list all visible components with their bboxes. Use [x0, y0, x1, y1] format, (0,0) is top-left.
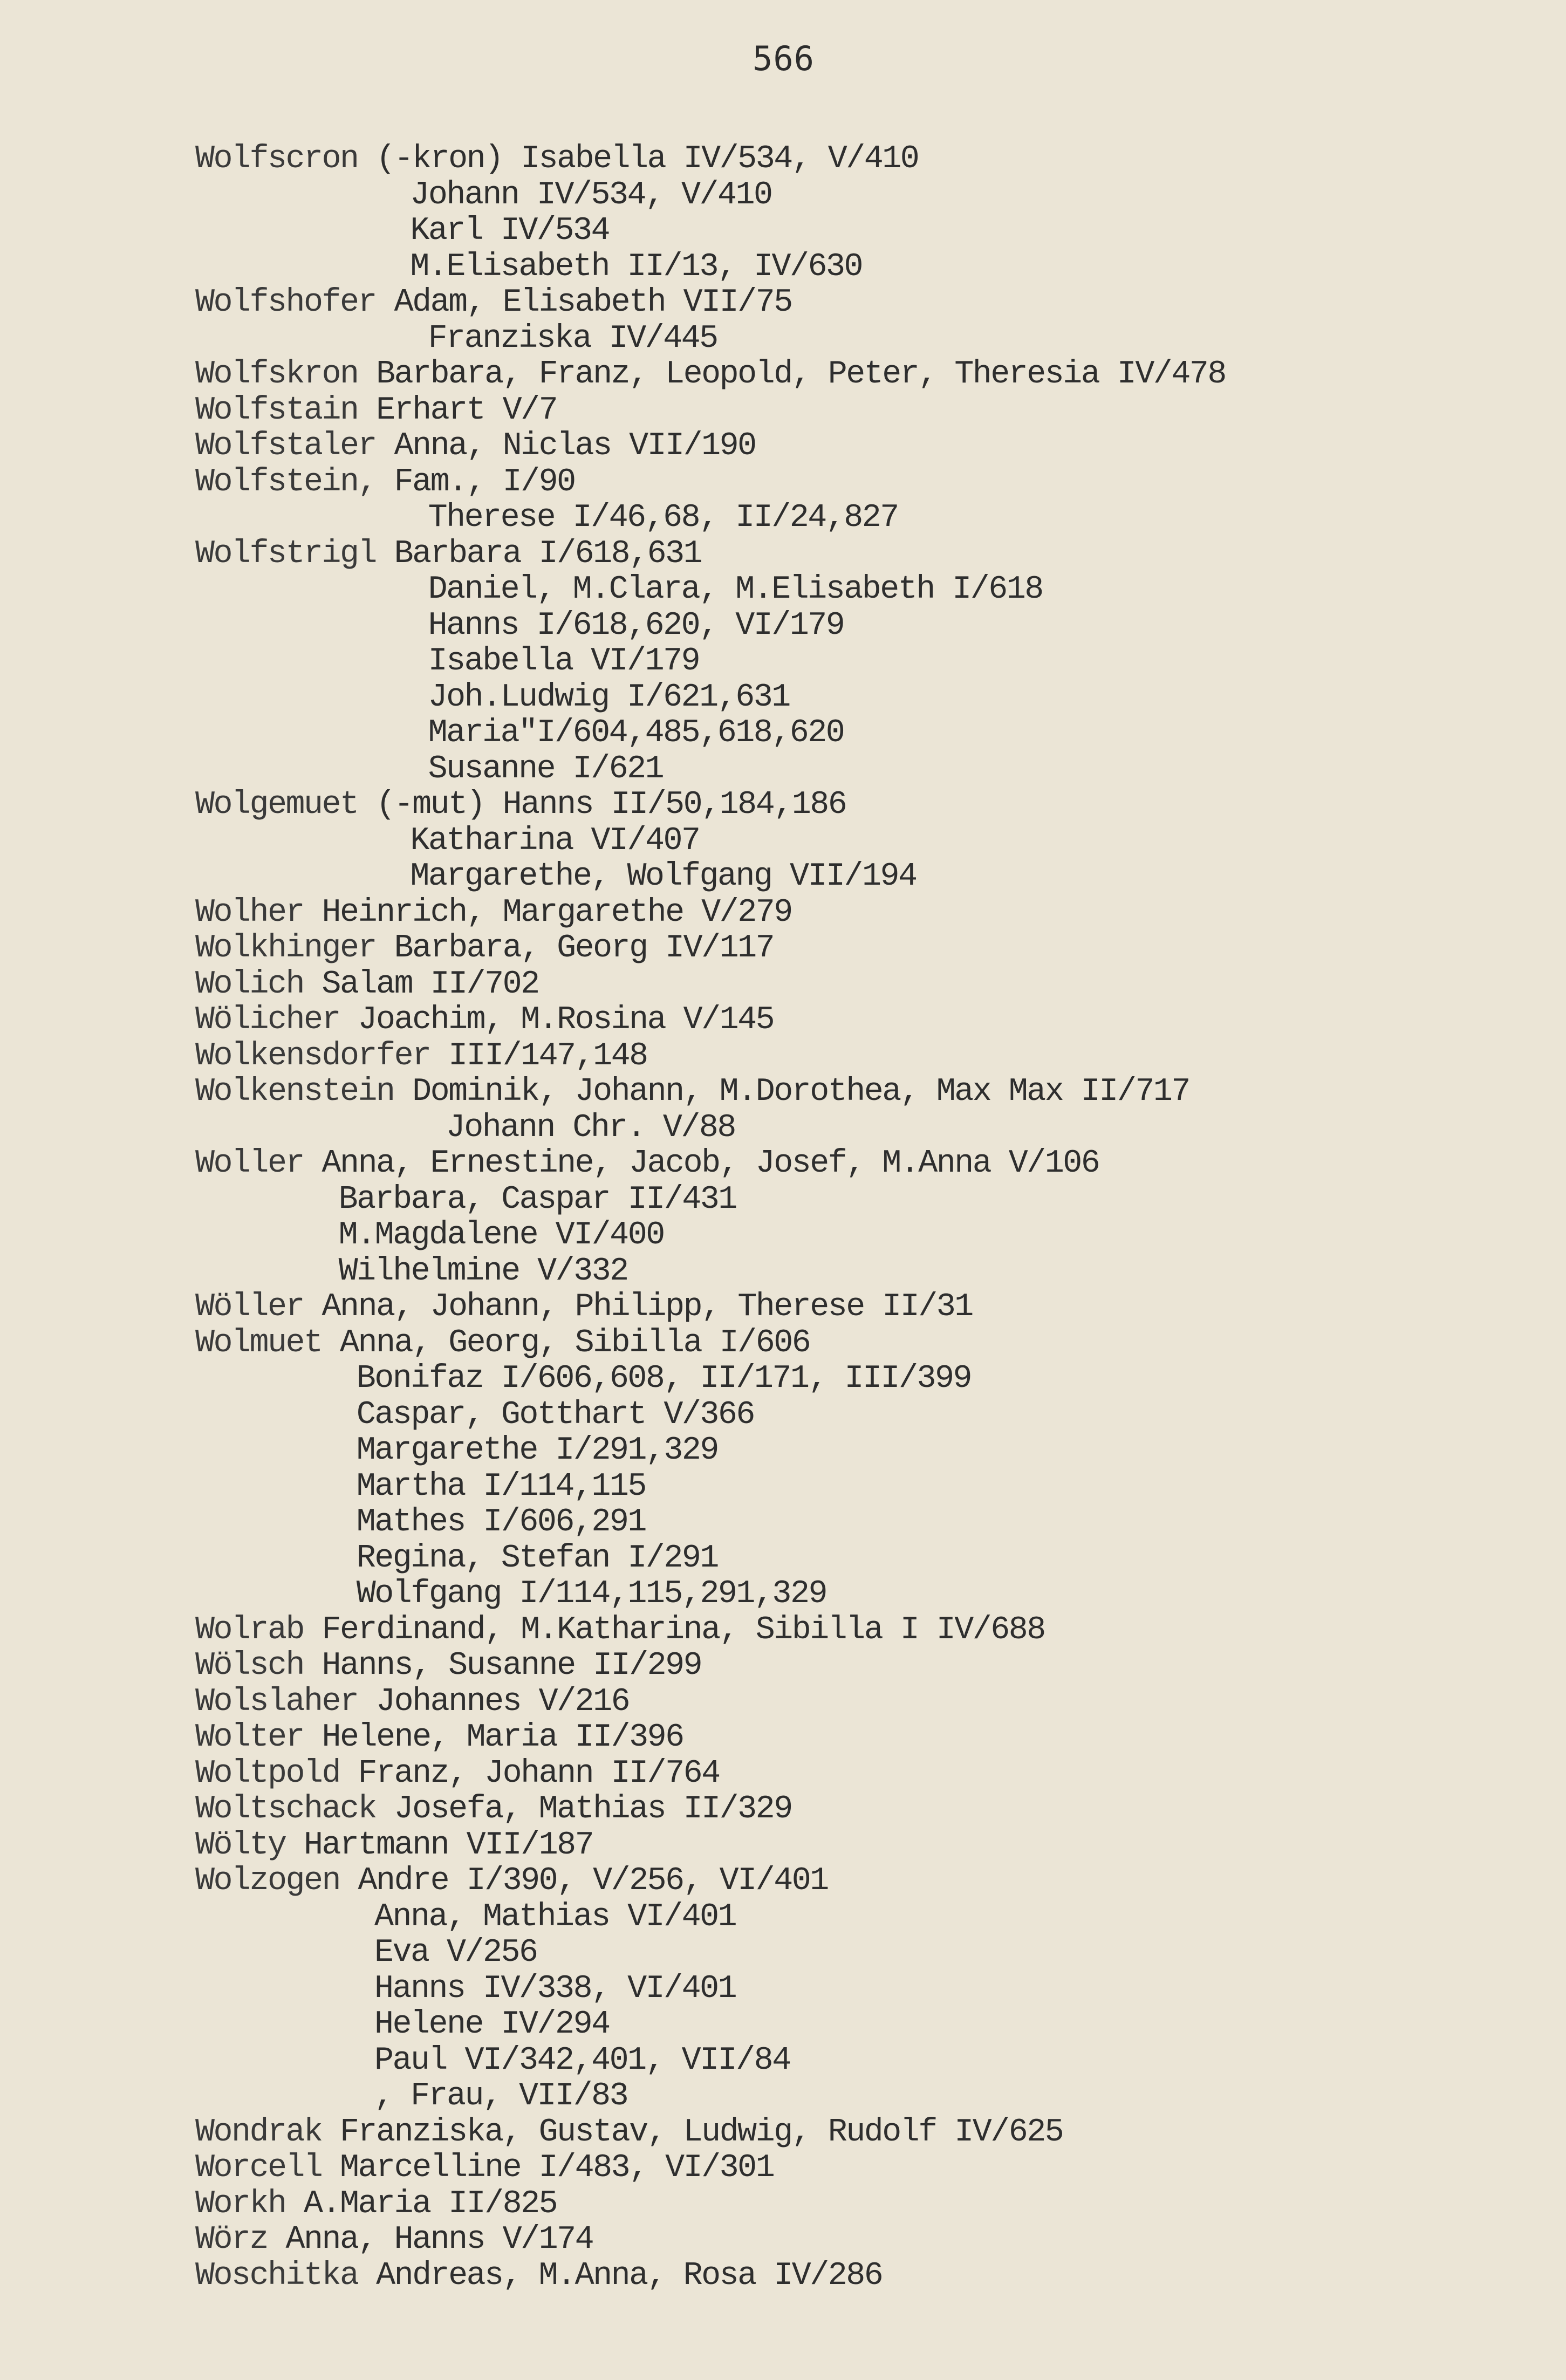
- index-entry: [195, 2115, 1479, 2151]
- index-entry: [195, 1756, 1479, 1792]
- index-entry: [195, 1648, 1479, 1684]
- index-entry: [195, 177, 1479, 214]
- entry-references: Wilhelmine V/332: [338, 1253, 628, 1290]
- entry-references: Hanns IV/338, VI/401: [374, 1970, 736, 2007]
- entry-surname: Wolkenstein: [195, 1073, 394, 1110]
- index-entry: [195, 2222, 1479, 2258]
- index-entry: [195, 1935, 1479, 1971]
- index-entry: [195, 1469, 1479, 1505]
- entry-references: Adam, Elisabeth VII/75: [376, 284, 792, 321]
- entry-surname: Wolfstrigl: [195, 535, 377, 572]
- entry-surname: Wondrak: [195, 2114, 322, 2151]
- index-entry: [195, 859, 1479, 895]
- entry-references: A.Maria II/825: [285, 2185, 557, 2222]
- entry-surname: Workh: [195, 2185, 286, 2222]
- entry-references: Barbara, Caspar II/431: [338, 1181, 736, 1218]
- entry-surname: Wolkensdorfer: [195, 1037, 430, 1075]
- entry-references: M.Magdalene VI/400: [338, 1217, 664, 1254]
- entry-references: Heinrich, Margarethe V/279: [304, 894, 792, 931]
- entry-surname: Wolzogen: [195, 1863, 340, 1899]
- entry-references: Bonifaz I/606,608, II/171, III/399: [356, 1360, 971, 1397]
- index-entry: [195, 2043, 1479, 2079]
- entry-surname: Wolfstein,: [195, 463, 377, 501]
- index-entry: [195, 1110, 1479, 1146]
- entry-surname: Wolfscron: [195, 141, 358, 177]
- index-entry: [195, 2186, 1479, 2222]
- entry-references: Johannes V/216: [358, 1683, 630, 1720]
- index-entry: [195, 1863, 1479, 1899]
- entry-references: Fam., I/90: [376, 463, 575, 501]
- index-entry: [195, 1397, 1479, 1433]
- entry-surname: Wolter: [195, 1719, 304, 1756]
- entry-references: Therese I/46,68, II/24,827: [428, 500, 898, 536]
- index-entry: [195, 1038, 1479, 1075]
- entry-references: Regina, Stefan I/291: [356, 1540, 718, 1577]
- index-entry: [195, 1684, 1479, 1720]
- entry-references: Barbara I/618,631: [376, 535, 702, 572]
- index-entry: [195, 1254, 1479, 1290]
- index-entry: [195, 1971, 1479, 2007]
- index-entry: [195, 1146, 1479, 1182]
- entry-references: M.Elisabeth II/13, IV/630: [410, 248, 863, 285]
- entry-references: Franziska IV/445: [428, 320, 717, 357]
- entry-references: Barbara, Franz, Leopold, Peter, Theresia IV/478: [358, 356, 1226, 393]
- index-entry: [195, 213, 1479, 249]
- index-entry: [195, 464, 1479, 501]
- index-entry: [195, 428, 1479, 464]
- entry-references: Anna, Mathias VI/401: [374, 1898, 736, 1936]
- entry-references: Martha I/114,115: [356, 1468, 646, 1505]
- entry-surname: Wolslaher: [195, 1683, 358, 1720]
- entry-references: Andreas, M.Anna, Rosa IV/286: [358, 2257, 883, 2294]
- entry-surname: Wolfskron: [195, 356, 358, 393]
- index-entry: [195, 931, 1479, 967]
- index-entry: [195, 823, 1479, 859]
- entry-surname: Wolfstaler: [195, 428, 377, 464]
- index-entry: [195, 1074, 1479, 1110]
- entry-surname: Wolmuet: [195, 1324, 322, 1362]
- entry-references: Anna, Georg, Sibilla I/606: [322, 1324, 810, 1362]
- entry-surname: Worcell: [195, 2150, 322, 2186]
- index-entry: [195, 1325, 1479, 1362]
- entry-surname: Wolfshofer: [195, 284, 377, 321]
- index-entry: [195, 393, 1479, 429]
- index-entry: [195, 1576, 1479, 1612]
- index-entry: [195, 644, 1479, 680]
- entry-references: Hartmann VII/187: [285, 1827, 593, 1864]
- index-entry: [195, 321, 1479, 357]
- entry-surname: Wolfstain: [195, 392, 358, 429]
- entry-references: Marcelline I/483, VI/301: [322, 2150, 774, 2186]
- index-entry: [195, 1720, 1479, 1756]
- index-entry: [195, 2007, 1479, 2043]
- entry-surname: Woschitka: [195, 2257, 358, 2294]
- index-entry: [195, 357, 1479, 393]
- index-entry: [195, 536, 1479, 572]
- entry-references: Caspar, Gotthart V/366: [356, 1396, 754, 1433]
- entry-surname: Woltpold: [195, 1755, 340, 1792]
- entry-references: Karl IV/534: [410, 213, 609, 249]
- entry-references: Margarethe, Wolfgang VII/194: [410, 858, 917, 895]
- entry-references: Anna, Hanns V/174: [268, 2221, 593, 2258]
- entry-references: Anna, Johann, Philipp, Therese II/31: [304, 1289, 973, 1325]
- entry-references: Dominik, Johann, M.Dorothea, Max Max II/717: [394, 1073, 1189, 1110]
- entry-references: Maria"I/604,485,618,620: [428, 715, 844, 751]
- index-entry: [195, 751, 1479, 788]
- entry-surname: Wölty: [195, 1827, 286, 1864]
- entry-references: Franz, Johann II/764: [340, 1755, 720, 1792]
- entry-surname: Wölsch: [195, 1647, 304, 1684]
- index-entry: [195, 680, 1479, 716]
- entry-surname: Wolrab: [195, 1611, 304, 1649]
- entry-references: Salam II/702: [304, 966, 539, 1003]
- entry-references: Josefa, Mathias II/329: [376, 1791, 792, 1828]
- entry-surname: Wolher: [195, 894, 304, 931]
- entry-references: Joh.Ludwig I/621,631: [428, 679, 790, 716]
- index-entries: [195, 141, 1479, 2294]
- index-entry: [195, 572, 1479, 608]
- index-entry: [195, 787, 1479, 823]
- entry-references: Eva V/256: [374, 1934, 537, 1971]
- index-entry: [195, 715, 1479, 751]
- index-entry: [195, 1899, 1479, 1936]
- entry-references: Margarethe I/291,329: [356, 1432, 718, 1469]
- entry-references: Wolfgang I/114,115,291,329: [356, 1576, 826, 1612]
- entry-references: Joachim, M.Rosina V/145: [340, 1002, 774, 1038]
- entry-references: , Frau, VII/83: [374, 2078, 628, 2115]
- index-entry: [195, 141, 1479, 177]
- index-entry: [195, 249, 1479, 285]
- index-entry: [195, 608, 1479, 644]
- entry-surname: Woltschack: [195, 1791, 377, 1828]
- page-number: 566: [753, 39, 815, 78]
- index-entry: [195, 500, 1479, 536]
- entry-references: Hanns I/618,620, VI/179: [428, 607, 844, 644]
- index-entry: [195, 895, 1479, 931]
- entry-references: Helene, Maria II/396: [304, 1719, 683, 1756]
- index-entry: [195, 285, 1479, 321]
- entry-surname: Woller: [195, 1145, 304, 1182]
- entry-references: Susanne I/621: [428, 750, 664, 788]
- entry-references: Isabella VI/179: [428, 643, 700, 680]
- entry-references: Hanns, Susanne II/299: [304, 1647, 702, 1684]
- entry-surname: Wölicher: [195, 1002, 340, 1038]
- entry-references: Helene IV/294: [374, 2006, 610, 2043]
- index-entry: [195, 2078, 1479, 2115]
- entry-surname: Wöller: [195, 1289, 304, 1325]
- entry-references: Anna, Niclas VII/190: [376, 428, 756, 464]
- entry-references: III/147,148: [430, 1037, 647, 1075]
- entry-references: Barbara, Georg IV/117: [376, 930, 774, 967]
- entry-references: Andre I/390, V/256, VI/401: [340, 1863, 828, 1899]
- entry-surname: Wörz: [195, 2221, 268, 2258]
- index-entry: [195, 1289, 1479, 1325]
- entry-references: Anna, Ernestine, Jacob, Josef, M.Anna V/106: [304, 1145, 1099, 1182]
- index-entry: [195, 1612, 1479, 1649]
- entry-surname: Wolgemuet: [195, 787, 358, 823]
- index-entry: [195, 1828, 1479, 1864]
- entry-references: Erhart V/7: [358, 392, 557, 429]
- entry-references: Johann Chr. V/88: [446, 1109, 735, 1146]
- index-entry: [195, 1002, 1479, 1038]
- entry-references: (-mut) Hanns II/50,184,186: [358, 787, 846, 823]
- index-entry: [195, 1182, 1479, 1218]
- index-entry: [195, 1361, 1479, 1397]
- entry-references: Ferdinand, M.Katharina, Sibilla I IV/688: [304, 1611, 1045, 1649]
- index-entry: [195, 1218, 1479, 1254]
- index-entry: [195, 2150, 1479, 2186]
- entry-references: Katharina VI/407: [410, 822, 700, 859]
- entry-references: Johann IV/534, V/410: [410, 176, 772, 214]
- index-entry: [195, 967, 1479, 1003]
- index-entry: [195, 1791, 1479, 1828]
- entry-references: (-kron) Isabella IV/534, V/410: [358, 141, 919, 177]
- index-entry: [195, 1433, 1479, 1469]
- entry-references: Mathes I/606,291: [356, 1504, 646, 1541]
- entry-references: Franziska, Gustav, Ludwig, Rudolf IV/625: [322, 2114, 1063, 2151]
- entry-references: Daniel, M.Clara, M.Elisabeth I/618: [428, 571, 1043, 608]
- entry-references: Paul VI/342,401, VII/84: [374, 2042, 790, 2079]
- index-entry: [195, 2258, 1479, 2294]
- index-entry: [195, 1541, 1479, 1577]
- entry-surname: Wolkhinger: [195, 930, 377, 967]
- entry-surname: Wolich: [195, 966, 304, 1003]
- index-entry: [195, 1504, 1479, 1541]
